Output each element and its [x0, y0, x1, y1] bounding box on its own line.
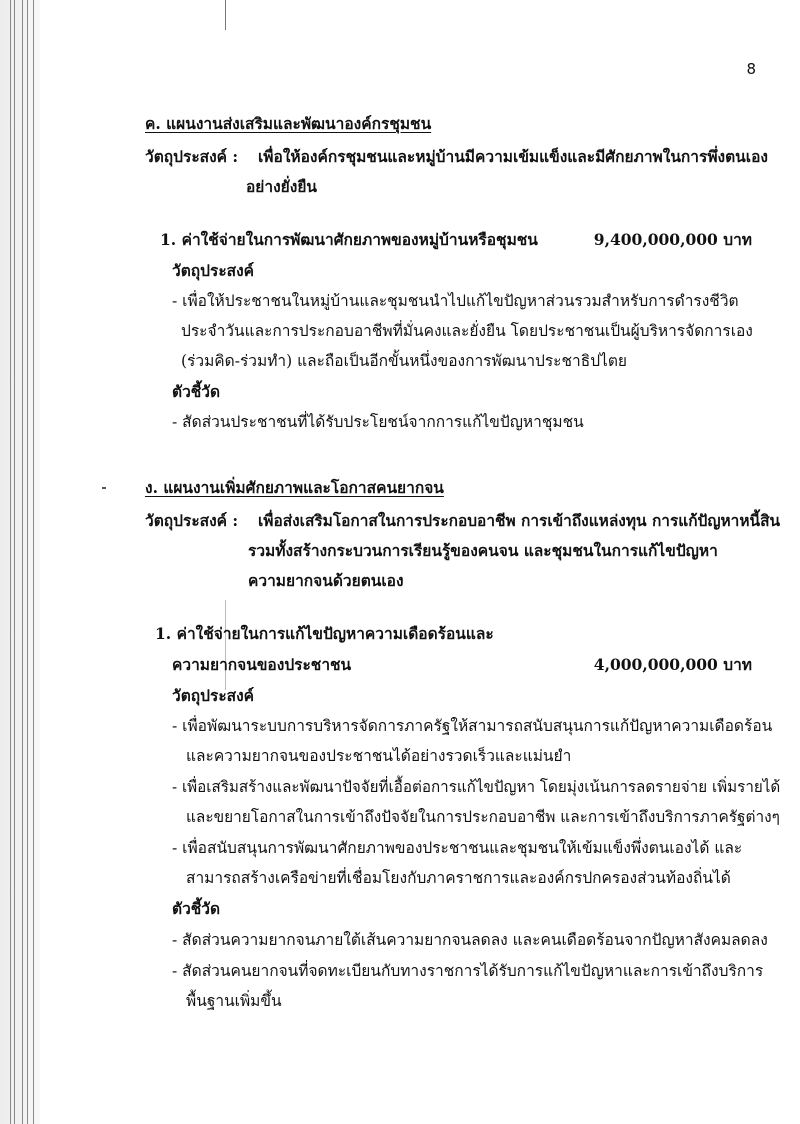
section-c-item1-amount: 9,400,000,000 บาท — [593, 230, 752, 249]
section-d-item1-objective-line: - เพื่อพัฒนาระบบการบริหารจัดการภาครัฐให้สามารถสนับสนุนการแก้ปัญหาความเดือดร้อน — [172, 717, 773, 735]
section-d-item1-objective-line: - เพื่อสนับสนุนการพัฒนาศักยภาพของประชาชนและชุมชนให้เข้มแข็งพึ่งตนเองได้ และ — [172, 839, 743, 857]
section-d-objective-line: ความยากจนด้วยตนเอง — [248, 571, 404, 590]
scan-speck — [102, 487, 106, 489]
section-d-item1-objective-line: สามารถสร้างเครือข่ายที่เชื่อมโยงกับภาคราชการและองค์กรปกครองส่วนท้องถิ่นได้ — [186, 869, 731, 887]
section-c-objective-line: อย่างยั่งยืน — [246, 177, 317, 196]
section-d-item1-objective-line: - เพื่อเสริมสร้างและพัฒนาปัจจัยที่เอื้อต่อการแก้ไขปัญหา โดยมุ่งเน้นการลดรายจ่าย เพิ่มรายได้ — [172, 778, 781, 796]
section-d-item1-indicator-line: พื้นฐานเพิ่มขึ้น — [186, 992, 282, 1010]
section-d-item1-title: 1. ค่าใช้จ่ายในการแก้ไขปัญหาความเดือดร้อนและ — [155, 624, 494, 643]
scan-binding-edge — [0, 0, 40, 1124]
section-c-item1-objective-heading: วัตถุประสงค์ — [172, 261, 255, 280]
section-c-objective-line: เพื่อให้องค์กรชุมชนและหมู่บ้านมีความเข้มแข็งและมีศักยภาพในการพึ่งตนเอง — [258, 147, 768, 166]
section-c-item1-objective-line: - เพื่อให้ประชาชนในหมู่บ้านและชุมชนนำไปแก้ไขปัญหาส่วนรวมสำหรับการดำรงชีวิต — [172, 292, 739, 310]
section-d-item1-amount: 4,000,000,000 บาท — [593, 655, 752, 674]
section-d-item1-indicator-line: - สัดส่วนความยากจนภายใต้เส้นความยากจนลดลง และคนเดือดร้อนจากปัญหาสังคมลดลง — [172, 931, 768, 949]
section-d-objective-label: วัตถุประสงค์ : — [145, 511, 239, 530]
section-d-item1-title: ความยากจนของประชาชน — [172, 655, 352, 674]
scan-fold-mark — [225, 0, 226, 30]
section-d-item1-indicator-line: - สัดส่วนคนยากจนที่จดทะเบียนกับทางราชการได้รับการแก้ไขปัญหาและการเข้าถึงบริการ — [172, 962, 764, 980]
scan-fold-mark — [225, 600, 226, 690]
section-d-item1-objective-heading: วัตถุประสงค์ — [172, 686, 255, 705]
section-d-item1-objective-line: และขยายโอกาสในการเข้าถึงปัจจัยในการประกอบอาชีพ และการเข้าถึงบริการภาครัฐต่างๆ — [186, 808, 780, 826]
section-d-item1-indicator-heading: ตัวชี้วัด — [172, 899, 221, 918]
page-number: 8 — [746, 60, 756, 78]
section-c-item1-objective-line: ประจำวันและการประกอบอาชีพที่มั่นคงและยั่งยืน โดยประชาชนเป็นผู้บริหารจัดการเอง — [181, 322, 753, 340]
section-d-objective-line: รวมทั้งสร้างกระบวนการเรียนรู้ของคนจน และชุมชนในการแก้ไขปัญหา — [248, 541, 718, 560]
section-d-objective-line: เพื่อส่งเสริมโอกาสในการประกอบอาชีพ การเข้าถึงแหล่งทุน การแก้ปัญหาหนี้สิน — [258, 511, 781, 530]
section-c-item1-indicator-heading: ตัวชี้วัด — [172, 382, 221, 401]
section-c-objective-label: วัตถุประสงค์ : — [145, 147, 239, 166]
section-c-heading: ค. แผนงานส่งเสริมและพัฒนาองค์กรชุมชน — [145, 114, 432, 133]
section-c-item1-title: 1. ค่าใช้จ่ายในการพัฒนาศักยภาพของหมู่บ้านหรือชุมชน — [160, 230, 538, 249]
section-c-item1-objective-line: (ร่วมคิด-ร่วมทำ) และถือเป็นอีกขั้นหนึ่งของการพัฒนาประชาธิปไตย — [181, 352, 627, 370]
section-d-heading: ง. แผนงานเพิ่มศักยภาพและโอกาสคนยากจน — [145, 478, 444, 497]
section-c-item1-indicator-line: - สัดส่วนประชาชนที่ได้รับประโยชน์จากการแก้ไขปัญหาชุมชน — [172, 413, 584, 431]
section-d-item1-objective-line: และความยากจนของประชาชนได้อย่างรวดเร็วและแม่นยำ — [186, 747, 572, 765]
